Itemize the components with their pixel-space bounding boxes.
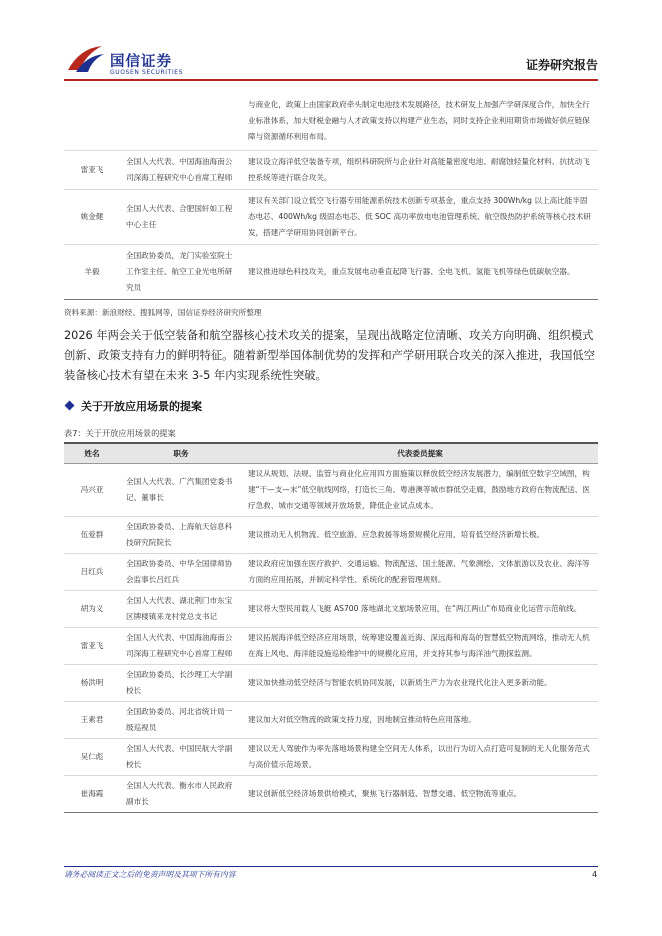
table-row (64, 464, 598, 517)
member-proposal: 与商业化，政策上由国家政府牵头制定电池技术发展路径，技术研发上加强产学研深度合作，加快全行业标准体系，加大财税金融与人才政策支持以构建产业生态，同时支持企业利用期货市场做好供应链保障与资源循环利用布局。 (248, 100, 590, 141)
member-role: 全国人大代表、衡水市人民政府副市长 (126, 781, 233, 806)
member-role: 全国政协委员、长沙理工大学副校长 (126, 670, 233, 695)
member-name: 姚金健 (80, 212, 104, 221)
member-name: 王素君 (80, 715, 104, 724)
table-header-row (64, 443, 598, 464)
member-name (64, 92, 120, 151)
member-proposal: 建议推动无人机物流、低空旅游、应急救援等场景规模化应用，培育低空经济新增长极。 (248, 530, 545, 539)
table-caption: 表7：关于开放应用场景的提案 (64, 428, 176, 438)
member-proposal: 建议有关部门设立低空飞行器专用能源系统技术创新专项基金，重点支持 300Wh/kg 以上高比能半固态电芯、400Wh/kg 级固态电芯、低 SOC 高功率放电电池管理系统、航空级热防护系统等核心技术研发，搭建产学研用协同创新平台。 (248, 196, 591, 237)
guosen-logo (66, 44, 186, 74)
member-name: 胡为义 (80, 604, 104, 613)
member-name: 冯兴亚 (80, 485, 104, 494)
member-role: 全国人大代表、合肥国轩如工程中心主任 (126, 204, 233, 229)
member-proposal: 建议以无人驾驶作为率先落地场景构建全空间无人体系，以出行为切入点打造可复制的无人化服务范式与高价值示范场景。 (248, 744, 590, 769)
member-proposal: 建议创新低空经济场景供给模式，聚焦飞行器制造、智慧交通、低空物流等重点。 (248, 789, 522, 798)
table-row (64, 92, 598, 151)
logo-english-name: GUOSEN SECURITIES (110, 69, 184, 76)
table-row (64, 776, 598, 813)
member-proposal: 建议政府应加强在医疗救护、交通运输、物流配送、国土能源、气象测绘、文体旅游以及农业、海洋等方面的应用拓展，并制定科学性、系统化的配套管理规则。 (248, 559, 590, 584)
member-proposal: 建议推进绿色科技攻关，重点发展电动垂直起降飞行器、全电飞机、氢能飞机等绿色低碳航空器。 (248, 267, 575, 276)
section-heading-text: 关于开放应用场景的提案 (81, 400, 202, 413)
member-proposal: 建议拓展海洋低空经济应用场景，统筹建设覆盖近海、深远海和海岛的智慧低空物流网络，推动无人机在海上风电、海洋能设施巡检维护中的规模化应用，并支持其参与海洋油气勘探监测。 (248, 633, 590, 658)
member-proposal: 建议加快推动低空经济与智能农机协同发展，以新质生产力为农业现代化注入更多新动能。 (248, 678, 552, 687)
summary-paragraph: 2026 年两会关于低空装备和航空器核心技术攻关的提案，呈现出战略定位清晰、攻关方向明确、组织模式创新、政策支持有力的鲜明特征。随着新型举国体制优势的发挥和产学研用联合攻关的深入推进，我国低空装备核心技术有望在未来 3-5 年内实现系统性突破。 (64, 329, 595, 382)
table-row (64, 702, 598, 739)
member-name: 羊毅 (84, 267, 100, 276)
table-row (64, 591, 598, 628)
table-row (64, 151, 598, 190)
member-proposal: 建议从规划、法规、监管与商业化应用四方面施策以释放低空经济发展潜力，编制低空数字空域图，构建“干—支—末”低空航线网络，打造长三角、粤港澳等城市群低空走廊，鼓励地方政府在物流配送、医疗急救、城市交通等领域开放场景，降低企业试点成本。 (248, 469, 590, 510)
table-row (64, 190, 598, 245)
member-proposal: 建议将大型民用载人飞艇 AS700 落地湖北文旅场景应用，在“两江两山”布局商业化运营示范航线。 (248, 604, 582, 613)
member-name: 崔海霞 (80, 789, 104, 798)
section-heading (64, 398, 202, 414)
member-name: 吕红兵 (80, 567, 104, 576)
disclaimer-text: 请务必阅读正文之后的免责声明及其项下所有内容 (64, 870, 236, 879)
column-header-role: 职务 (120, 443, 242, 464)
member-role: 全国人大代表、中国民航大学副校长 (126, 744, 233, 769)
column-header-proposal: 代表委员提案 (242, 443, 598, 464)
header-divider (64, 79, 598, 81)
member-role: 全国政协委员、中华全国律师协会监事长吕红兵 (126, 559, 233, 584)
column-header-name: 姓名 (64, 443, 120, 464)
member-name: 雷亚飞 (80, 165, 104, 174)
member-role: 全国政协委员、上海航天信息科技研究院院长 (126, 522, 233, 547)
member-role: 全国人大代表、中国海油海南公司深海工程研究中心首席工程师 (126, 157, 233, 182)
member-proposal: 建议设立海洋低空装备专项，组织科研院所与企业针对高能量密度电池、耐腐蚀轻量化材料、抗扰动飞控系统等进行联合攻关。 (248, 157, 590, 182)
table-row (64, 517, 598, 554)
source-note: 资料来源：新浪财经、搜狐网等，国信证券经济研究所整理 (64, 308, 262, 317)
member-role: 全国政协委员、河北省统计局一级巡视员 (126, 707, 233, 732)
table-row (64, 739, 598, 776)
table-row (64, 245, 598, 300)
table-row (64, 628, 598, 665)
footer-divider (64, 866, 598, 867)
member-role: 全国人大代表、湖北荆门市东宝区牌楼镇来龙村党总支书记 (126, 596, 233, 621)
open-scenario-proposal-table (64, 442, 598, 813)
member-name: 伍爱群 (80, 530, 104, 539)
member-role: 全国人大代表、中国海油海南公司深海工程研究中心首席工程师 (126, 633, 233, 658)
page-header (0, 0, 662, 80)
proposal-table-continued (64, 92, 598, 300)
member-name: 雷亚飞 (80, 641, 104, 650)
member-name: 吴仁彪 (80, 752, 104, 761)
member-role: 全国政协委员，龙门实验室院士工作室主任、航空工业光电所研究员 (126, 251, 233, 292)
member-role: 全国人大代表、广汽集团党委书记、董事长 (126, 477, 233, 502)
member-role (120, 92, 242, 151)
table-row (64, 665, 598, 702)
guosen-logo-icon (66, 44, 106, 74)
page-number: 4 (592, 870, 598, 879)
logo-chinese-name: 国信证券 (110, 54, 172, 70)
member-proposal: 建议加大对低空物流的政策支持力度，因地制宜推动特色应用落地。 (248, 715, 476, 724)
member-name: 杨洪明 (80, 678, 104, 687)
table-row (64, 554, 598, 591)
diamond-bullet-icon (65, 401, 75, 411)
report-type-label: 证券研究报告 (525, 58, 598, 72)
